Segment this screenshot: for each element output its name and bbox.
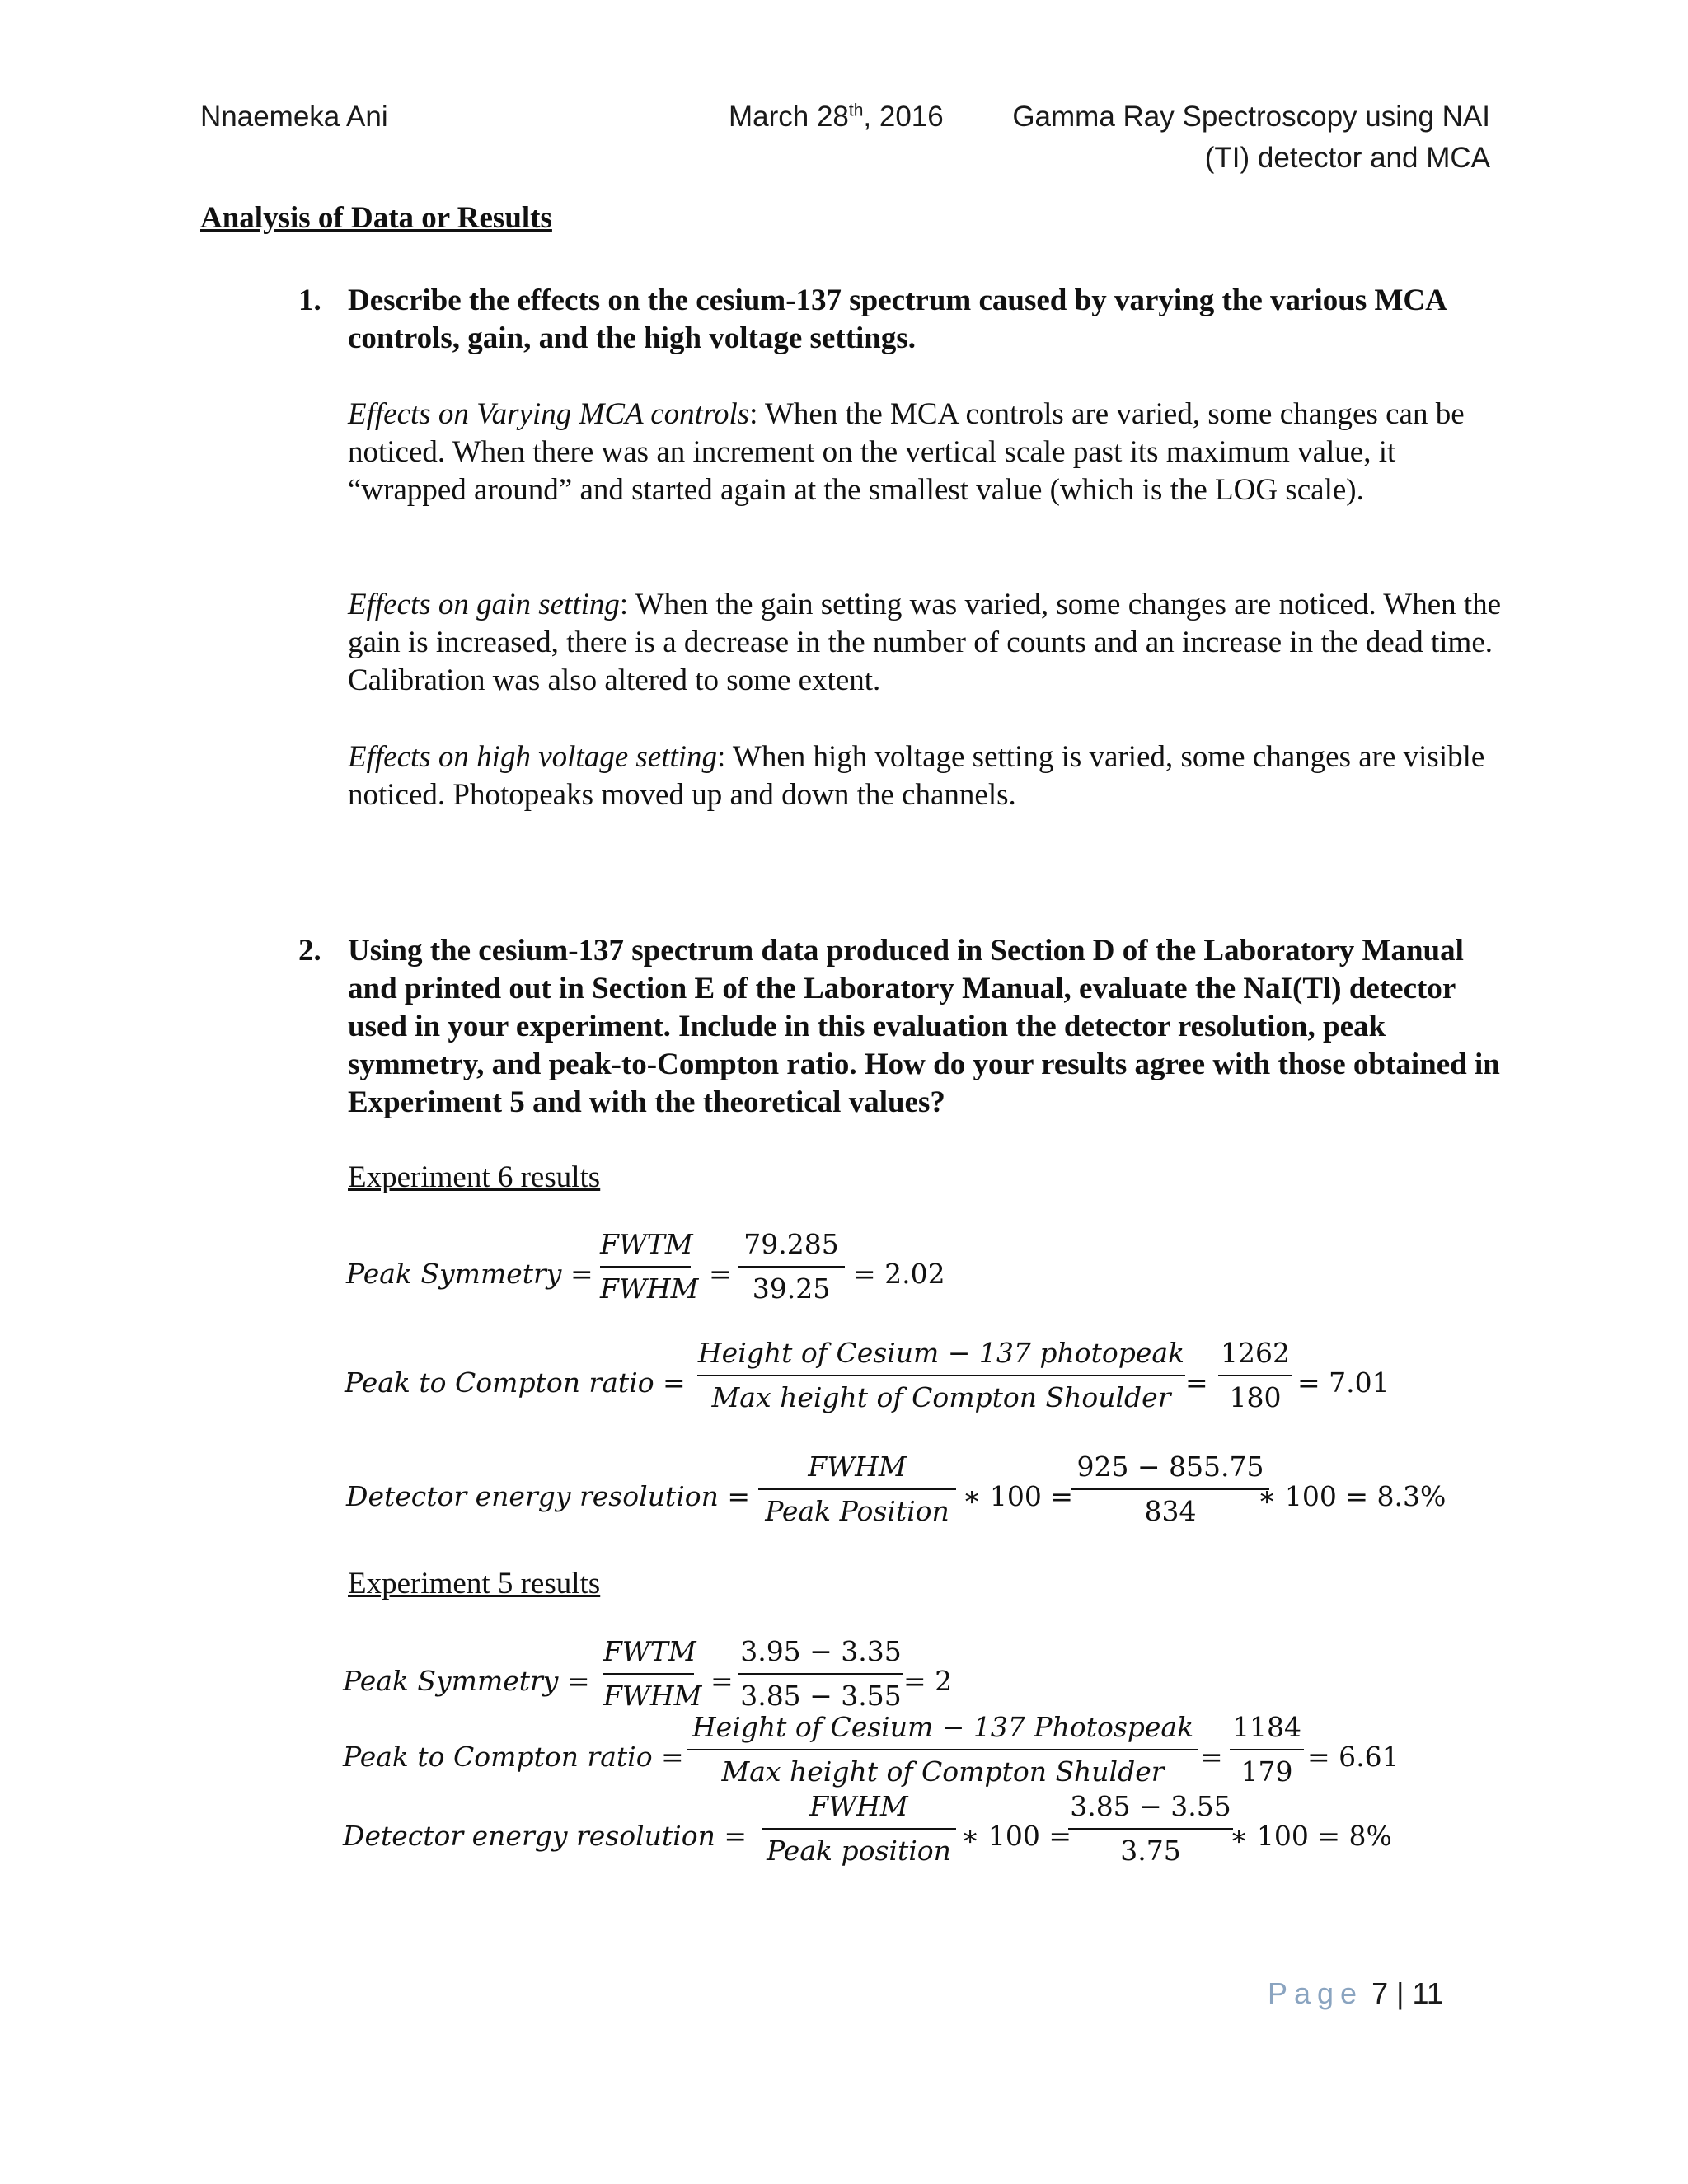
- q1-paragraph-voltage: [348, 738, 1502, 814]
- question-2: [298, 932, 1502, 1122]
- q1-gain-label: Effects on gain setting: [348, 588, 620, 621]
- q1-paragraph-mca: [348, 396, 1502, 509]
- exp6-res-val-num: 925 − 855.75: [1076, 1451, 1264, 1483]
- exp6-sym-val-num: 79.285: [743, 1228, 839, 1260]
- exp5-sym-fraction: [603, 1635, 702, 1713]
- header-date-sup: th: [848, 101, 864, 120]
- exp6-heading: Experiment 6 results: [348, 1160, 601, 1194]
- exp6-ptc-result: = 7.01: [1297, 1366, 1390, 1399]
- exp5-res-val-den: 3.75: [1120, 1835, 1181, 1867]
- exp6-ptc-num: Height of Cesium − 137 photopeak: [697, 1337, 1185, 1369]
- exp6-res-val-den: 834: [1144, 1495, 1197, 1527]
- exp5-sym-num: FWTM: [603, 1635, 696, 1667]
- page-footer: [1268, 1976, 1443, 2011]
- exp5-res-fraction: [762, 1790, 956, 1868]
- exp6-sym-num: FWTM: [600, 1228, 693, 1260]
- exp6-sym-fraction: [600, 1228, 699, 1305]
- exp5-ptc-den: Max height of Compton Shulder: [721, 1755, 1165, 1788]
- header-title: [1012, 96, 1490, 179]
- question-1: [298, 282, 1502, 358]
- exp6-sym-values: [738, 1228, 845, 1305]
- exp6-res-num: FWHM: [808, 1451, 907, 1483]
- exp5-sym-result: = 2: [903, 1665, 953, 1697]
- exp5-res-val-num: 3.85 − 3.55: [1070, 1790, 1231, 1822]
- exp5-ptc-label: Peak to Compton ratio =: [343, 1741, 684, 1773]
- exp5-ptc-val-den: 179: [1240, 1755, 1293, 1788]
- header-title-line2: (TI) detector and MCA: [1204, 142, 1490, 174]
- exp6-res-values: [1071, 1451, 1269, 1528]
- exp6-ptc-val-den: 180: [1229, 1381, 1282, 1413]
- exp5-ptc-fraction: [687, 1711, 1198, 1788]
- section-title: Analysis of Data or Results: [200, 201, 552, 235]
- footer-page-word: Page: [1268, 1976, 1364, 2010]
- exp6-sym-result: = 2.02: [853, 1258, 945, 1290]
- header-author: Nnaemeka Ani: [200, 101, 388, 133]
- exp5-res-num: FWHM: [809, 1790, 908, 1822]
- exp5-ptc-result: = 6.61: [1307, 1741, 1400, 1773]
- q1-voltage-label: Effects on high voltage setting: [348, 740, 718, 774]
- exp5-sym-val-num: 3.95 − 3.35: [740, 1635, 902, 1667]
- header-title-line1: Gamma Ray Spectroscopy using NAI: [1012, 101, 1490, 133]
- exp6-sym-den: FWHM: [600, 1272, 699, 1305]
- question-2-number: 2.: [298, 934, 321, 968]
- header-date-year: , 2016: [863, 101, 944, 133]
- exp6-sym-val-den: 39.25: [752, 1272, 831, 1305]
- exp6-res-mid: ∗ 100 =: [963, 1480, 1074, 1512]
- exp5-res-mid: ∗ 100 =: [961, 1820, 1072, 1852]
- exp5-heading: Experiment 5 results: [348, 1567, 601, 1601]
- exp6-ptc-val-num: 1262: [1221, 1337, 1290, 1369]
- exp5-ptc-val-num: 1184: [1232, 1711, 1301, 1743]
- exp6-ptc-label: Peak to Compton ratio =: [345, 1366, 686, 1399]
- exp6-res-result: ∗ 100 = 8.3%: [1258, 1480, 1447, 1512]
- document-page: Nnaemeka Ani March 28th, 2016 Gamma Ray Spectroscopy using NAI (TI) detector and MCA Analysis of Data or Results 1. Describe the effects on the cesium-137 spectrum caused by varying the various MCA controls, gain, and the high voltage settings. Effects on Varying MCA controls: When the MCA controls are varied, some changes can be noticed. When there was an increment on the vertical scale past its maximum value, it “wrapped around” and started again at the smallest value (which is the LOG scale). Effects on gain setting: When the gain setting was varied, some changes are noticed. When the gain is increased, there is a decrease in the number of counts and an increase in the dead time. Calibration was also altered to some extent. Effects on high voltage setting: When high voltage setting is varied, some changes are visible noticed. Photopeaks moved up and down the channels. 2. Using the cesium-137 spectrum data produced in Section D of the Laboratory Manual and printed out in Section E of the Laboratory Manual, evaluate the NaI(Tl) detector used in your experiment. Include in this evaluation the detector resolution, peak symmetry, and peak-to-Compton ratio. How do your results agree with those obtained in Experiment 5 and with the theoretical values? Experiment 6 results Peak Symmetry = FWTM FWHM = 79.285 39.25 = 2.02 Peak to Compton ratio = Height of Cesium − 137 photopeak Max height of Compton Shoulder = 1262 180 = 7.01 Detector energy resolution = FWHM Peak Position ∗ 100 = 925 − 855.75 834 ∗ 100 = 8.3% Experiment 5 results Peak Symmetry = FWTM FWHM = 3.95 − 3.35 3.85 − 3.55 = 2 Peak to Compton ratio = Height of Cesium − 137 Photospeak Max height of Compton Shulder = 1184 179 = 6.61 Detector energy resolution = FWHM Peak position ∗ 100 = 3.85 − 3.55 3.75 ∗ 100 = 8% Page 7 | 11: [0, 0, 1688, 2184]
- question-2-text: Using the cesium-137 spectrum data produced in Section D of the Laboratory Manual and printed out in Section E of the Laboratory Manual, evaluate the NaI(Tl) detector used in your experiment. Include in this evaluation the detector resolution, peak symmetry, and peak-to-Compton ratio. How do your results agree with those obtained in Experiment 5 and with the theoretical values?: [348, 934, 1500, 1119]
- footer-page-total: 11: [1412, 1976, 1443, 2010]
- exp5-res-values: [1068, 1790, 1233, 1868]
- exp6-res-fraction: [758, 1451, 956, 1528]
- exp5-sym-den: FWHM: [603, 1680, 702, 1712]
- q1-mca-label: Effects on Varying MCA controls: [348, 397, 750, 431]
- q1-voltage-text: : When high voltage setting is varied, some changes are visible noticed. Photopeaks moved up and down the channels.: [348, 740, 1485, 812]
- footer-page-number: 7: [1372, 1976, 1389, 2010]
- exp5-sym-values: [738, 1635, 903, 1713]
- q1-mca-text: : When the MCA controls are varied, some changes can be noticed. When there was an increment on the vertical scale past its maximum value, it “wrapped around” and started again at the smallest value (which is the LOG scale).: [348, 397, 1465, 507]
- exp6-sym-label: Peak Symmetry =: [346, 1258, 593, 1290]
- exp6-res-den: Peak Position: [765, 1495, 950, 1527]
- footer-separator: |: [1396, 1976, 1404, 2010]
- q1-gain-text: : When the gain setting was varied, some changes are noticed. When the gain is increased, there is a decrease in the number of counts and an increase in the dead time. Calibration was also altered to some extent.: [348, 588, 1502, 697]
- exp6-ptc-values: [1218, 1337, 1292, 1414]
- exp6-ptc-den: Max height of Compton Shoulder: [711, 1381, 1171, 1413]
- exp6-ptc-fraction: [697, 1337, 1185, 1414]
- question-1-text: Describe the effects on the cesium-137 spectrum caused by varying the various MCA controls, gain, and the high voltage settings.: [348, 284, 1446, 355]
- exp5-sym-label: Peak Symmetry =: [343, 1665, 590, 1697]
- exp6-res-label: Detector energy resolution =: [346, 1480, 750, 1512]
- header-date-main: March 28: [729, 101, 849, 133]
- exp5-res-result: ∗ 100 = 8%: [1230, 1820, 1392, 1852]
- question-1-number: 1.: [298, 284, 321, 317]
- exp5-ptc-num: Height of Cesium − 137 Photospeak: [692, 1711, 1194, 1743]
- q1-paragraph-gain: [348, 586, 1502, 700]
- exp5-res-label: Detector energy resolution =: [343, 1820, 747, 1852]
- exp5-ptc-values: [1230, 1711, 1304, 1788]
- header-date: [729, 101, 944, 134]
- exp5-res-den: Peak position: [767, 1835, 951, 1867]
- exp5-sym-val-den: 3.85 − 3.55: [740, 1680, 902, 1712]
